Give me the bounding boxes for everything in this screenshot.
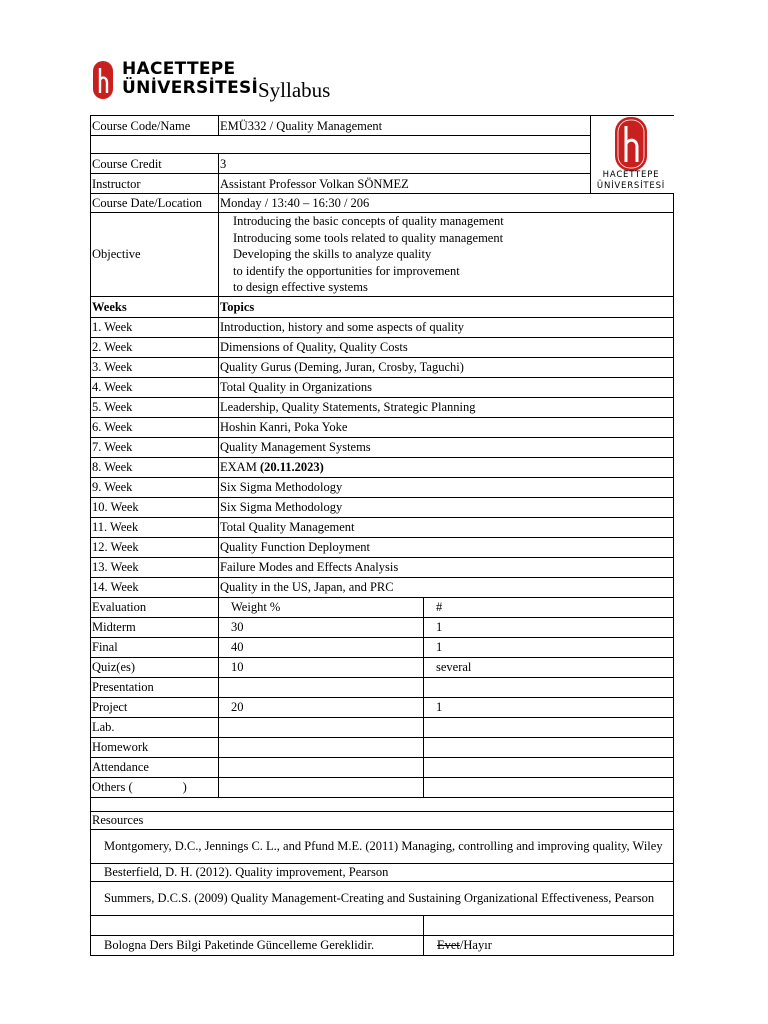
evaluation-count: 1 [424, 697, 674, 717]
objective-list [221, 213, 672, 296]
evaluation-weight [219, 717, 424, 737]
resources-header-row [91, 811, 674, 829]
logo-line-2: ÜNİVERSİTESİ [122, 78, 259, 98]
resource-row [91, 829, 674, 863]
update-choice [424, 935, 674, 955]
logo-box-line-2: ÜNİVERSİTESİ [596, 181, 666, 191]
evaluation-row [91, 657, 674, 677]
evaluation-item: Homework [91, 737, 219, 757]
week-label: 11. Week [91, 517, 219, 537]
count-header: # [424, 597, 674, 617]
evaluation-item: Others ( ) [91, 777, 219, 797]
week-label: 5. Week [91, 397, 219, 417]
objective-item: • Introducing the basic concepts of quality management [221, 213, 672, 230]
week-row [91, 517, 674, 537]
objective-item: • Introducing some tools related to quality management [221, 230, 672, 247]
week-label: 7. Week [91, 437, 219, 457]
course-code-row [91, 116, 674, 136]
evaluation-item: Final [91, 637, 219, 657]
syllabus-table [90, 115, 674, 956]
week-row [91, 317, 674, 337]
logo-line-1: HACETTEPE [122, 59, 236, 79]
instructor-row [91, 174, 674, 194]
university-emblem-icon [92, 60, 114, 100]
week-topic: Quality Function Deployment [219, 537, 674, 557]
evaluation-item: Presentation [91, 677, 219, 697]
week-row [91, 497, 674, 517]
topics-header: Topics [219, 296, 674, 317]
evaluation-row [91, 757, 674, 777]
evaluation-count [424, 737, 674, 757]
weeks-header: Weeks [91, 296, 219, 317]
resource-item: Summers, D.C.S. (2009) Quality Management-Creating and Sustaining Organizational Effectiveness, Pearson [91, 881, 674, 915]
evaluation-weight [219, 677, 424, 697]
week-row [91, 477, 674, 497]
week-label: 6. Week [91, 417, 219, 437]
evaluation-count [424, 757, 674, 777]
evaluation-weight [219, 777, 424, 797]
evaluation-weight: 40 [219, 637, 424, 657]
evaluation-row [91, 737, 674, 757]
evet-option: Evet [437, 938, 460, 952]
evaluation-weight: 20 [219, 697, 424, 717]
objective-item: • to identify the opportunities for improvement [221, 263, 672, 280]
evaluation-row [91, 617, 674, 637]
spacer-row [91, 797, 674, 811]
week-label: 2. Week [91, 337, 219, 357]
update-row [91, 935, 674, 955]
evaluation-count: 1 [424, 637, 674, 657]
week-topic: Quality in the US, Japan, and PRC [219, 577, 674, 597]
weeks-header-row [91, 296, 674, 317]
evaluation-weight [219, 737, 424, 757]
week-label: 14. Week [91, 577, 219, 597]
week-label: 9. Week [91, 477, 219, 497]
course-date-row [91, 194, 674, 213]
objective-item: • to design effective systems [221, 279, 672, 296]
evaluation-row [91, 777, 674, 797]
instructor-label: Instructor [91, 174, 219, 194]
week-topic [219, 457, 674, 477]
week-topic: Six Sigma Methodology [219, 497, 674, 517]
week-row [91, 437, 674, 457]
evaluation-row [91, 697, 674, 717]
evaluation-count: 1 [424, 617, 674, 637]
week-row [91, 417, 674, 437]
week-row [91, 457, 674, 477]
evaluation-row [91, 717, 674, 737]
evaluation-count [424, 677, 674, 697]
evaluation-count [424, 717, 674, 737]
week-row [91, 397, 674, 417]
week-topic: Failure Modes and Effects Analysis [219, 557, 674, 577]
week-label: 10. Week [91, 497, 219, 517]
update-required-text: Bologna Ders Bilgi Paketinde Güncelleme Gereklidir. [91, 935, 424, 955]
evaluation-item: Project [91, 697, 219, 717]
course-credit-value: 3 [219, 154, 591, 174]
page-title: Syllabus [258, 78, 331, 102]
evaluation-item: Lab. [91, 717, 219, 737]
week-topic: Total Quality in Organizations [219, 377, 674, 397]
exam-label: EXAM [220, 460, 257, 474]
week-row [91, 377, 674, 397]
resource-row [91, 863, 674, 881]
evaluation-item: Midterm [91, 617, 219, 637]
evaluation-header-row [91, 597, 674, 617]
document-header [92, 58, 692, 106]
week-topic: Quality Management Systems [219, 437, 674, 457]
week-label: 12. Week [91, 537, 219, 557]
objective-row [91, 213, 674, 297]
evaluation-row [91, 637, 674, 657]
week-label: 1. Week [91, 317, 219, 337]
evaluation-row [91, 677, 674, 697]
week-topic: Hoshin Kanri, Poka Yoke [219, 417, 674, 437]
week-label: 8. Week [91, 457, 219, 477]
resource-item: Besterfield, D. H. (2012). Quality improvement, Pearson [91, 863, 674, 881]
course-code-value: EMÜ332 / Quality Management [219, 116, 591, 136]
evaluation-weight: 30 [219, 617, 424, 637]
evaluation-item: Attendance [91, 757, 219, 777]
resource-row [91, 881, 674, 915]
spacer-row [91, 915, 674, 935]
weight-header: Weight % [219, 597, 424, 617]
week-topic: Total Quality Management [219, 517, 674, 537]
week-topic: Six Sigma Methodology [219, 477, 674, 497]
week-row [91, 537, 674, 557]
evaluation-count: several [424, 657, 674, 677]
week-topic: Quality Gurus (Deming, Juran, Crosby, Taguchi) [219, 357, 674, 377]
week-row [91, 577, 674, 597]
logo-wordmark [122, 60, 258, 98]
evaluation-header: Evaluation [91, 597, 219, 617]
course-date-value: Monday / 13:40 – 16:30 / 206 [219, 194, 674, 213]
resource-item: Montgomery, D.C., Jennings C. L., and Pfund M.E. (2011) Managing, controlling and improving quality, Wiley [91, 829, 674, 863]
week-topic: Dimensions of Quality, Quality Costs [219, 337, 674, 357]
week-topic: Introduction, history and some aspects of quality [219, 317, 674, 337]
blank-row [91, 136, 674, 154]
evaluation-item: Quiz(es) [91, 657, 219, 677]
week-row [91, 337, 674, 357]
hayir-option: Hayır [463, 938, 492, 952]
university-logo [92, 60, 262, 102]
evaluation-weight [219, 757, 424, 777]
logo-box-line-1: HACETTEPE [602, 170, 660, 180]
instructor-value: Assistant Professor Volkan SÖNMEZ [219, 174, 591, 194]
evaluation-weight: 10 [219, 657, 424, 677]
course-date-label: Course Date/Location [91, 194, 219, 213]
week-row [91, 357, 674, 377]
choice-separator: / [459, 938, 464, 952]
week-label: 4. Week [91, 377, 219, 397]
course-code-label: Course Code/Name [91, 116, 219, 136]
objective-item: • Developing the skills to analyze quality [221, 246, 672, 263]
week-label: 3. Week [91, 357, 219, 377]
objective-label: Objective [91, 213, 219, 297]
week-row [91, 557, 674, 577]
course-credit-label: Course Credit [91, 154, 219, 174]
course-credit-row [91, 154, 674, 174]
evaluation-count [424, 777, 674, 797]
exam-date: (20.11.2023) [259, 460, 324, 474]
week-topic: Leadership, Quality Statements, Strategic Planning [219, 397, 674, 417]
resources-label: Resources [91, 811, 674, 829]
week-label: 13. Week [91, 557, 219, 577]
